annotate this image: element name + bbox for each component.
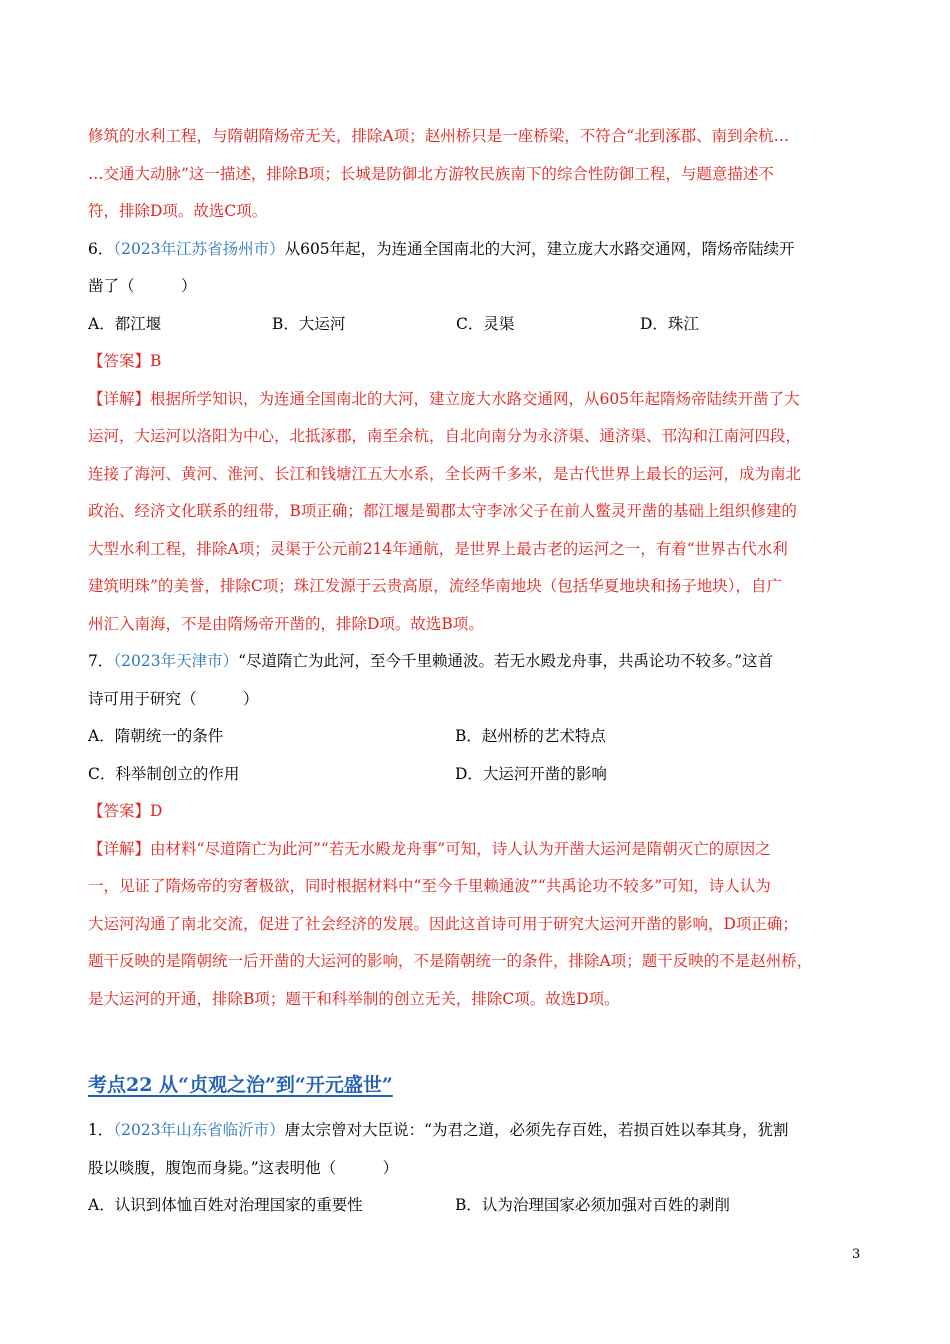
option-d: D．大运河开凿的影响 bbox=[455, 764, 607, 783]
question-1-options-row1 bbox=[88, 1187, 864, 1225]
question-source: （2023年山东省临沂市） bbox=[113, 1121, 285, 1139]
section-22-content bbox=[88, 1112, 864, 1225]
detail-line: 运河，大运河以洛阳为中心，北抵涿郡，南至余杭，自北向南分为永济渠、通济渠、邗沟和江南河四段， bbox=[88, 427, 802, 445]
question-7-stem bbox=[88, 643, 864, 681]
option-c: C．科举制创立的作用 bbox=[88, 764, 240, 783]
option-d: D．珠江 bbox=[640, 314, 699, 333]
question-source: （2023年江苏省扬州市） bbox=[113, 239, 285, 258]
detail-text: 根据所学知识，为连通全国南北的大河，建立庞大水路交通网，从605年起隋炀帝陆续开凿了大 bbox=[150, 389, 800, 408]
question-6-options bbox=[88, 306, 864, 344]
page-number: 3 bbox=[852, 1247, 861, 1262]
answer-label: 【答案】D bbox=[88, 802, 163, 820]
prev-explanation-line: 修筑的水利工程，与隋朝隋炀帝无关，排除A项；赵州桥只是一座桥梁，不符合“北到涿郡、南到余杭… bbox=[88, 127, 790, 145]
section-title: 考点22 从“贞观之治”到“开元盛世” bbox=[88, 1074, 393, 1096]
question-7-options-row2 bbox=[88, 756, 864, 794]
option-a: A．隋朝统一的条件 bbox=[88, 727, 224, 745]
option-a: A．认识到体恤百姓对治理国家的重要性 bbox=[88, 1196, 363, 1214]
question-source: （2023年天津市） bbox=[113, 652, 239, 670]
question-number: 6． bbox=[88, 239, 114, 258]
question-stem-text: 从605年起，为连通全国南北的大河，建立庞大水路交通网，隋炀帝陆续开 bbox=[284, 239, 795, 258]
question-number: 7． bbox=[88, 652, 114, 670]
detail-line: 政治、经济文化联系的纽带，B项正确；都江堰是蜀郡太守李冰父子在前人鳖灵开凿的基础上组织修建的 bbox=[88, 502, 797, 520]
prev-explanation-line: …交通大动脉”这一描述，排除B项；长城是防御北方游牧民族南下的综合性防御工程，与题意描述不 bbox=[88, 164, 774, 183]
detail-line bbox=[88, 831, 864, 869]
detail-text: 由材料“尽道隋亡为此河”“若无水殿龙舟事”可知，诗人认为开凿大运河是隋朝灭亡的原因之 bbox=[150, 839, 771, 858]
question-7-options-row1 bbox=[88, 718, 864, 756]
question-1-stem bbox=[88, 1112, 864, 1150]
detail-line: 建筑明珠”的美誉，排除C项；珠江发源于云贵高原，流经华南地块（包括华夏地块和扬子地块），自广 bbox=[88, 577, 783, 595]
option-a: A．都江堰 bbox=[88, 314, 162, 333]
detail-label: 【详解】 bbox=[88, 839, 151, 858]
question-stem-text: 诗可用于研究（ ） bbox=[88, 689, 259, 708]
detail-line bbox=[88, 381, 864, 419]
detail-line: 大运河沟通了南北交流，促进了社会经济的发展。因此这首诗可用于研究大运河开凿的影响，D项正确； bbox=[88, 914, 798, 933]
question-stem-text: 凿了（ ） bbox=[88, 277, 197, 295]
detail-label: 【详解】 bbox=[88, 389, 151, 408]
prev-explanation-line: 符，排除D项。故选C项。 bbox=[88, 202, 268, 220]
option-b: B．赵州桥的艺术特点 bbox=[455, 727, 606, 745]
option-c: C．灵渠 bbox=[456, 314, 515, 333]
question-content bbox=[88, 118, 864, 1018]
question-6-stem bbox=[88, 231, 864, 269]
question-number: 1． bbox=[88, 1121, 114, 1139]
question-stem-text: 唐太宗曾对大臣说：“为君之道，必须先存百姓，若损百姓以奉其身，犹割 bbox=[284, 1121, 789, 1139]
detail-line: 是大运河的开通，排除B项；题干和科举制的创立无关，排除C项。故选D项。 bbox=[88, 989, 620, 1008]
detail-line: 一，见证了隋炀帝的穷奢极欲，同时根据材料中“至今千里赖通波”“共禹论功不较多”可知，诗人认为 bbox=[88, 877, 771, 895]
question-stem-text: 股以啖腹，腹饱而身毙。”这表明他（ ） bbox=[88, 1158, 399, 1177]
option-b: B．认为治理国家必须加强对百姓的剥削 bbox=[455, 1196, 730, 1214]
detail-line: 题干反映的是隋朝统一后开凿的大运河的影响，不是隋朝统一的条件，排除A项；题干反映的不是赵州桥， bbox=[88, 952, 813, 970]
question-stem-text: “尽道隋亡为此河，至今千里赖通波。若无水殿龙舟事，共禹论功不较多。”这首 bbox=[238, 652, 774, 670]
detail-line: 大型水利工程，排除A项；灵渠于公元前214年通航，是世界上最古老的运河之一，有着“世界古代水利 bbox=[88, 539, 788, 558]
answer-label: 【答案】B bbox=[88, 352, 162, 370]
option-b: B．大运河 bbox=[272, 314, 346, 333]
detail-line: 连接了海河、黄河、淮河、长江和钱塘江五大水系，全长两千多米，是古代世界上最长的运河，成为南北 bbox=[88, 464, 802, 483]
detail-line: 州汇入南海，不是由隋炀帝开凿的，排除D项。故选B项。 bbox=[88, 614, 484, 633]
